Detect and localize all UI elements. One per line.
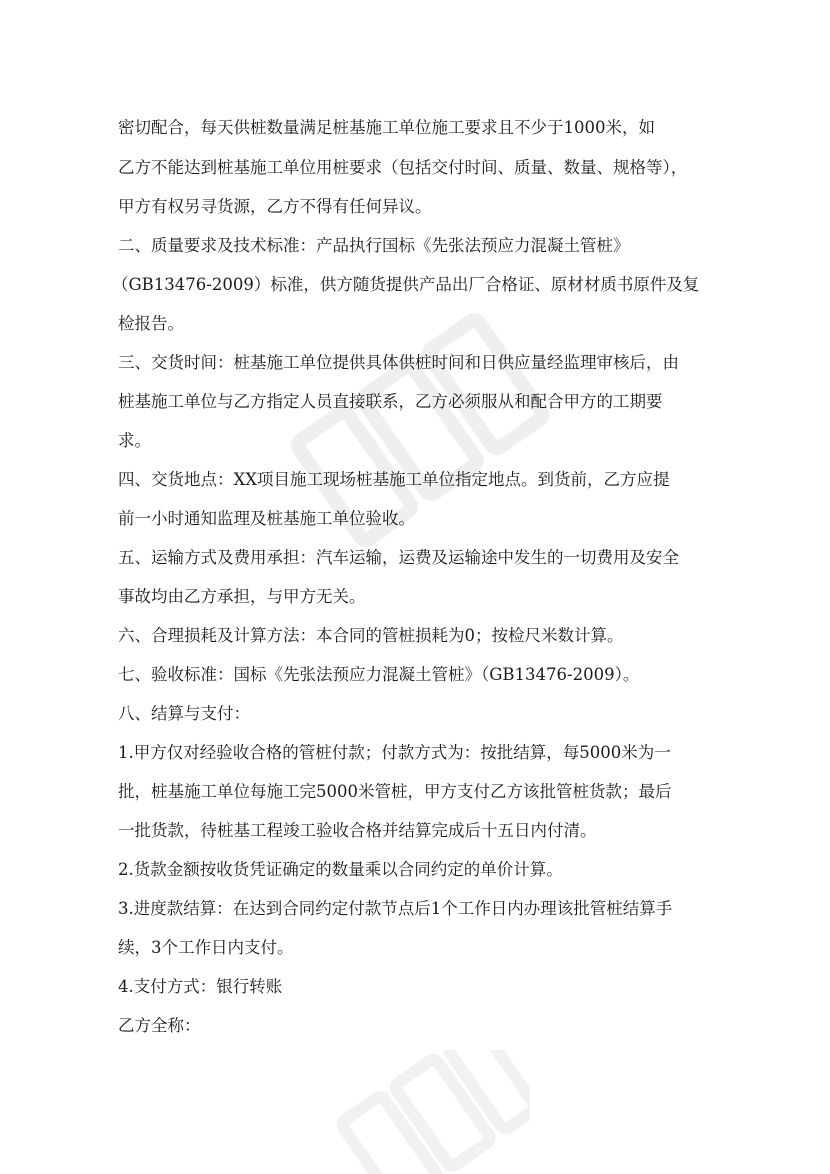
section-heading-quality: 二、质量要求及技术标准：产品执行国标《先张法预应力混凝土管桩》 <box>118 236 630 255</box>
section-heading-transport: 五、运输方式及费用承担：汽车运输，运费及运输途中发生的一切费用及安全 <box>118 548 679 567</box>
party-b-name-label: 乙方全称： <box>118 1016 201 1035</box>
text-line: 一批货款，待桩基工程竣工验收合格并结算完成后十五日内付清。 <box>118 821 597 840</box>
clause-1: 1.甲方仅对经验收合格的管桩付款；付款方式为：按批结算，每5000米为一 <box>118 743 671 762</box>
text-line: 前一小时通知监理及桩基施工单位验收。 <box>118 509 415 528</box>
clause-3: 3.进度款结算：在达到合同约定付款节点后1个工作日内办理该批管桩结算手 <box>118 899 673 918</box>
clause-2: 2.货款金额按收货凭证确定的数量乘以合同约定的单价计算。 <box>118 860 563 879</box>
text-line: 密切配合，每天供桩数量满足桩基施工单位施工要求且不少于1000米，如 <box>118 118 655 137</box>
text-line: 批，桩基施工单位每施工完5000米管桩，甲方支付乙方该批管桩货款；最后 <box>118 782 672 801</box>
text-line: 检报告。 <box>118 314 184 333</box>
section-heading-acceptance: 七、验收标准：国标《先张法预应力混凝土管桩》（GB13476-2009）。 <box>118 665 640 684</box>
section-heading-delivery-time: 三、交货时间：桩基施工单位提供具体供桩时间和日供应量经监理审核后，由 <box>118 353 679 372</box>
text-line: 桩基施工单位与乙方指定人员直接联系，乙方必须服从和配合甲方的工期要 <box>118 392 663 411</box>
text-line: 求。 <box>118 431 151 450</box>
section-heading-settlement: 八、结算与支付： <box>118 704 250 723</box>
section-heading-delivery-place: 四、交货地点：XX项目施工现场桩基施工单位指定地点。到货前，乙方应提 <box>118 470 670 489</box>
text-line: 续，3个工作日内支付。 <box>118 938 294 957</box>
watermark-logo-bottom-icon <box>330 1050 530 1174</box>
clause-4: 4.支付方式：银行转账 <box>118 977 283 996</box>
section-heading-loss: 六、合理损耗及计算方法：本合同的管桩损耗为0；按检尺米数计算。 <box>118 626 624 645</box>
text-line: 乙方不能达到桩基施工单位用桩要求（包括交付时间、质量、数量、规格等）， <box>118 158 688 177</box>
text-line: 甲方有权另寻货源，乙方不得有任何异议。 <box>118 197 432 216</box>
text-line: 事故均由乙方承担，与甲方无关。 <box>118 587 366 606</box>
text-line: （GB13476-2009）标准，供方随货提供产品出厂合格证、原材材质书原件及复 <box>112 275 700 294</box>
